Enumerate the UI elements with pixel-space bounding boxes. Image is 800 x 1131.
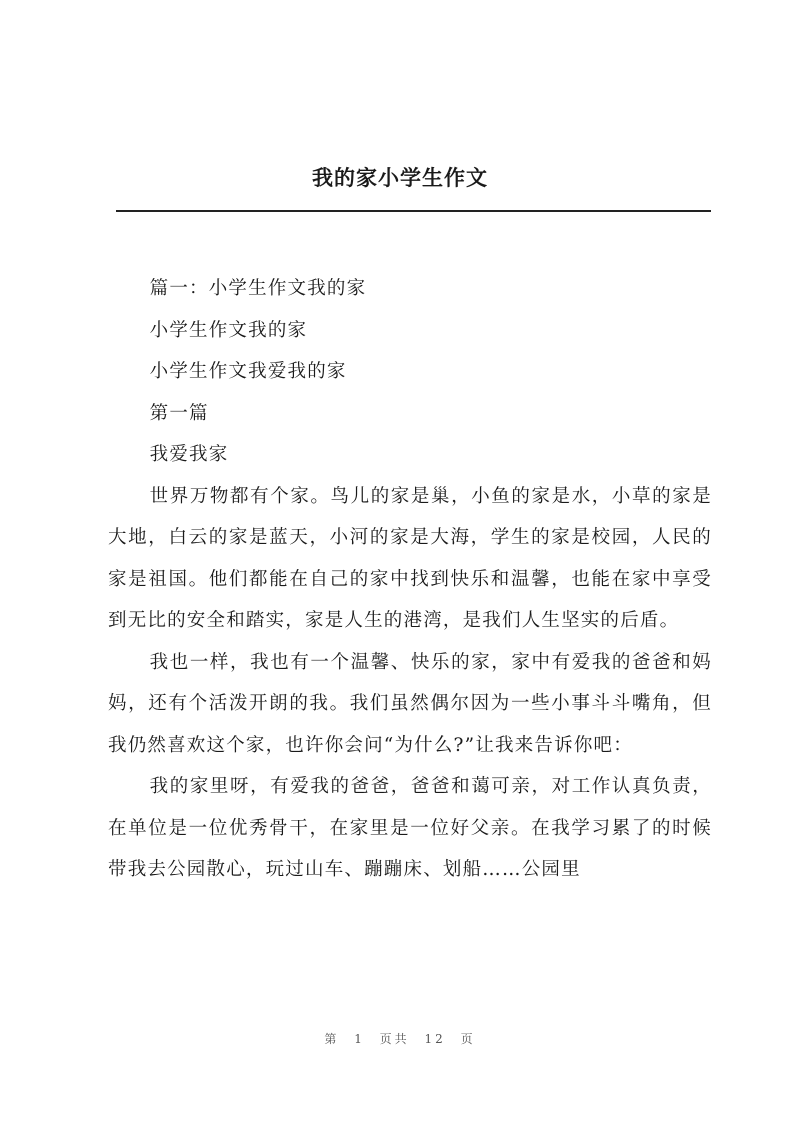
paragraph: 小学生作文我的家: [149, 319, 308, 341]
paragraph: 我爱我家: [149, 444, 229, 465]
paragraph: 小学生作文我爱我的家: [149, 361, 347, 382]
paragraph: 世界万物都有个家。鸟儿的家是巢，小鱼的家是水，小草的家是大地，白云的家是蓝天，小河的家是大海，学生的家是校园，人民的家是祖国。他们都能在自己的家中找到快乐和温馨，也能在家中享受到无比的安全和踏实，家是人生的港湾，是我们人生坚实的后盾。: [108, 485, 712, 631]
paragraph: 我也一样，我也有一个温馨、快乐的家，家中有爱我的爸爸和妈妈，还有个活泼开朗的我。我们虽然偶尔因为一些小事斗斗嘴角，但我仍然喜欢这个家，也许你会问“为什么?”让我来告诉你吧：: [108, 651, 712, 756]
title-underline: [116, 210, 711, 212]
paragraph: 第一篇: [149, 402, 209, 424]
document-body: [108, 268, 712, 891]
paragraph: 篇一：小学生作文我的家: [149, 278, 367, 299]
paragraph: 我的家里呀，有爱我的爸爸，爸爸和蔼可亲，对工作认真负责，在单位是一位优秀骨干，在家里是一位好父亲。在我学习累了的时候带我去公园散心，玩过山车、蹦蹦床、划船……公园里: [108, 776, 712, 880]
document-title: 我的家小学生作文: [312, 166, 488, 190]
footer-suffix: 页: [460, 1032, 476, 1046]
footer-current-page: 1: [354, 1032, 365, 1046]
page-footer: [0, 1030, 800, 1047]
footer-total-pages: 12: [424, 1032, 446, 1046]
footer-middle: 页共: [379, 1032, 410, 1046]
footer-prefix: 第: [324, 1032, 340, 1046]
